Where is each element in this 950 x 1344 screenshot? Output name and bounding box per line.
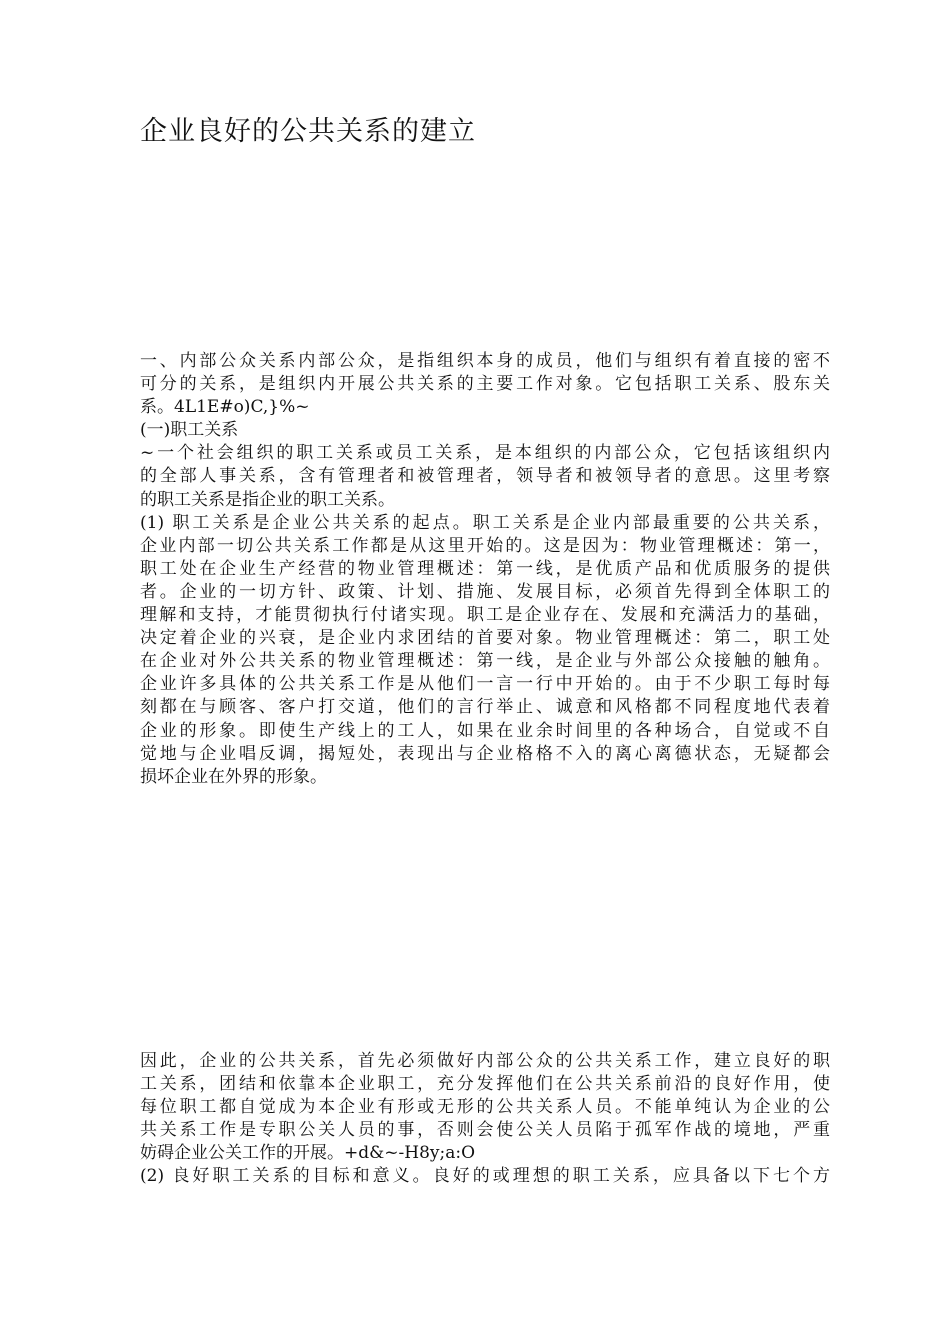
text-line: 工关系，团结和依靠本企业职工，充分发挥他们在公共关系前沿的良好作用，使 <box>140 1074 830 1095</box>
section-heading: (一)职工关系 <box>140 420 239 441</box>
body-text-block-2 <box>140 1050 830 1189</box>
text-line: ~一个社会组织的职工关系或员工关系，是本组织的内部公众，它包括该组织内 <box>140 443 830 464</box>
text-line: 企业内部一切公共关系工作都是从这里开始的。这是因为：物业管理概述：第一， <box>140 535 830 556</box>
text-line: 损坏企业在外界的形象。 <box>140 766 327 787</box>
text-line: 觉地与企业唱反调，揭短处，表现出与企业格格不入的离心离德状态，无疑都会 <box>140 743 830 764</box>
text-line: 刻都在与顾客、客户打交道，他们的言行举止、诚意和风格都不同程度地代表着 <box>140 697 830 718</box>
text-line: 的职工关系是指企业的职工关系。 <box>140 489 395 510</box>
body-text-block-1 <box>140 350 830 789</box>
text-line: (2) 良好职工关系的目标和意义。良好的或理想的职工关系，应具备以下七个方 <box>140 1166 830 1187</box>
text-line: 企业许多具体的公共关系工作是从他们一言一行中开始的。由于不少职工每时每 <box>140 674 830 695</box>
text-line: 妨碍企业公关工作的开展。+d&~-H8y;a:O <box>140 1143 476 1164</box>
text-line: 可分的关系，是组织内开展公共关系的主要工作对象。它包括职工关系、股东关 <box>140 374 830 395</box>
text-line: 共关系工作是专职公关人员的事，否则会使公关人员陷于孤军作战的境地，严重 <box>140 1120 830 1141</box>
text-line: 企业的形象。即使生产线上的工人，如果在业余时间里的各种场合，自觉或不自 <box>140 720 830 741</box>
text-line: 决定着企业的兴衰，是企业内求团结的首要对象。物业管理概述：第二，职工处 <box>140 628 830 649</box>
text-line: (1) 职工关系是企业公共关系的起点。职工关系是企业内部最重要的公共关系， <box>140 512 830 533</box>
text-line: 每位职工都自觉成为本企业有形或无形的公共关系人员。不能单纯认为企业的公 <box>140 1097 830 1118</box>
document-title: 企业良好的公共关系的建立 <box>140 116 476 147</box>
text-line: 者。企业的一切方针、政策、计划、措施、发展目标，必须首先得到全体职工的 <box>140 581 830 602</box>
text-line: 因此，企业的公共关系，首先必须做好内部公众的公共关系工作，建立良好的职 <box>140 1051 830 1071</box>
text-line: 一、内部公众关系内部公众，是指组织本身的成员，他们与组织有着直接的密不 <box>140 351 830 371</box>
text-line: 职工处在企业生产经营的物业管理概述：第一线，是优质产品和优质服务的提供 <box>140 558 830 579</box>
text-line: 的全部人事关系，含有管理者和被管理者，领导者和被领导者的意思。这里考察 <box>140 466 830 487</box>
text-line: 在企业对外公共关系的物业管理概述：第一线，是企业与外部公众接触的触角。 <box>140 651 830 672</box>
text-line: 系。4L1E#o)C,}%~ <box>140 397 310 418</box>
text-line: 理解和支持，才能贯彻执行付诸实现。职工是企业存在、发展和充满活力的基础， <box>140 605 830 626</box>
